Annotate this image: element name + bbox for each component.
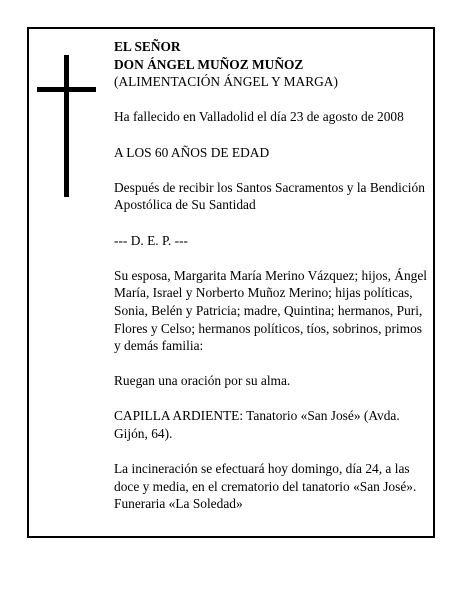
age-line: A LOS 60 AÑOS DE EDAD	[114, 144, 270, 160]
cremation-paragraph: La incineración se efectuará hoy domingo, día 24, a las doce y media, en el crematorio del tanatorio «San José».	[114, 461, 417, 494]
deceased-name: DON ÁNGEL MUÑOZ MUÑOZ	[114, 56, 304, 72]
death-notice: Ha fallecido en Valladolid el día 23 de agosto de 2008	[114, 109, 404, 125]
cross-horizontal-bar	[37, 87, 96, 92]
sacraments-paragraph: Después de recibir los Santos Sacramentos y la Bendición Apostólica de Su Santidad	[114, 179, 425, 213]
obituary-text	[114, 38, 430, 513]
prayer-line: Ruegan una oración por su alma.	[114, 373, 291, 389]
rip-line: --- D. E. P. ---	[114, 232, 189, 248]
funeral-home-line: Funeraria «La Soledad»	[114, 496, 243, 512]
company-line: (ALIMENTACIÓN ÁNGEL Y MARGA)	[114, 74, 338, 90]
title-line: EL SEÑOR	[114, 39, 181, 54]
chapel-paragraph: CAPILLA ARDIENTE: Tanatorio «San José» (Avda. Gijón, 64).	[114, 408, 400, 442]
cross-vertical-bar	[64, 55, 69, 197]
family-paragraph: Su esposa, Margarita María Merino Vázquez; hijos, Ángel María, Israel y Norberto Muñoz Merino; hijas políticas, Sonia, Belén y Patricia; madre, Quintina; hermanos, Puri, Flores y Celso; hermanos políticos, tíos, sobrinos, primos y demás familia:	[114, 267, 427, 354]
